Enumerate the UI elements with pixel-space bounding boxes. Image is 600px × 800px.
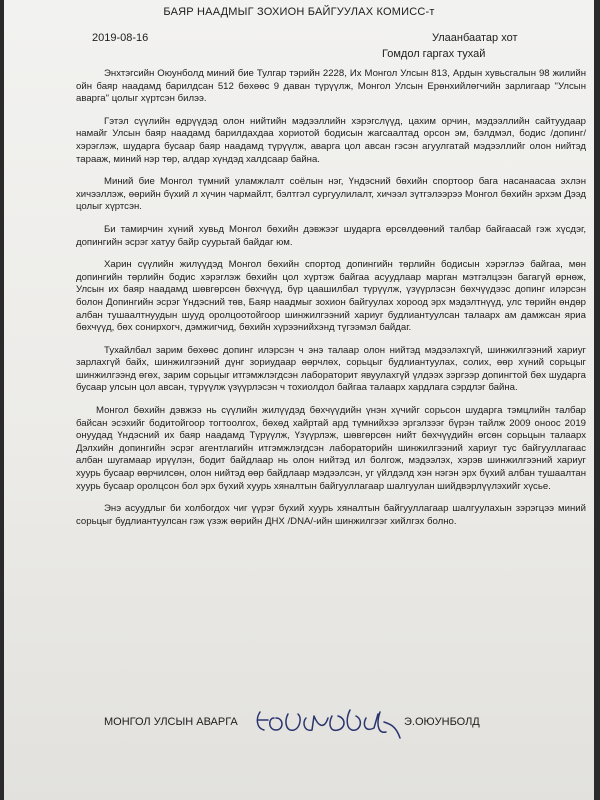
handwritten-signature — [254, 704, 404, 740]
letter-paragraph: Монгол бөхийн дэвжээ нь сүүлийн жилүүдэд бөхчүүдийн үнэн хүчийг сорьсон шударга тэмцлийн талбар байсан эсэхийг бодитойгоор тогтоолгох, бөхөд хайртай ард түмнийхээ эргэлзээг бүрэн тайлж 2009 оноос 2019 онуудад Үндэсний их баяр наадамд Түрүүлж, Үзүүрлэж, шөвгөрсөн нийт бөхчүүдийн өгсөн сорьцын талаарх Дэлхийн допингийн эсрэг агентлагийн итгэмжлэгдсэн лабораторийн шинжилгээний хариуг тус байгууллагаас албан шугамаар ирүүлэн, бодит байдлаар нь олон нийтэд ил болгож, мэдээлэх, хэрэв шинжилгээний хариуг хуурь бусаар өөрчилсөн, олон нийтэд өөр байдлаар мэдээлсэн, уг үйлдэлд хэн нэгэн эрх бүхий албан тушаалтан хуурь бусаар оролцсон бол эрх бүхий хуурь хяналтын байгууллагаар шалгуулан шийдвэрлүүлэхийг хүсье. — [76, 405, 586, 492]
letter-page — [4, 0, 594, 800]
letter-paragraph: Энэ асуудлыг би холбогдох чиг үүрэг бүхий хуурь хяналтын байгууллагаар шалгуулахын зэрэгцээ миний сорьцыг будлиантуулсан гэж үзэж өөрийн ДНХ /DNA/-ийн шинжилгээг хийлгэх болно. — [76, 503, 586, 527]
letter-paragraph: Гэтэл сүүлийн өдрүүдэд олон нийтийн мэдээллийн хэрэгслүүд, цахим орчин, мэдээллийн сайтуудаар намайг Улсын баяр наадамд барилдахдаа хориотой бодисын жагсаалтад орсон эм, бэлдмэл, бодис /допинг/ хэрэглэж, шударга бусаар баяр наадамд түрүүлж, аварга цол авсан гэсэн агуулгатай мэдээллийг олон нийтэд тарааж, миний нэр төр, алдар хүндэд халдсаар байна. — [76, 115, 586, 165]
letter-closing — [104, 710, 524, 750]
letter-body — [76, 68, 586, 538]
letter-paragraph: Би тамирчин хүний хувьд Монгол бөхийн дэвжээг шударга өрсөлдөөний талбар байгаасай гэж хүсдэг, допингийн эсрэг хатуу байр суурьтай байдаг юм. — [76, 223, 586, 248]
letter-date: 2019-08-16 — [92, 32, 149, 44]
letter-paragraph: Миний бие Монгол түмний уламжлалт соёлын нэг, Үндэсний бөхийн спортоор бага насанаасаа эхлэн хичээллэж, өөрийн бүхий л хүчин чармайлт, бэлтгэл сургуулилалт, хичээл зүтгэлээрээ Монгол бөхийн эрхэм Дээд цолыг хүртсэн. — [76, 176, 586, 213]
letter-paragraph: Тухайлбал зарим бөхөөс допинг илэрсэн ч энэ талаар олон нийтэд мэдээлэхгүй, шинжилгээний хариуг зарлахгүй байх, шинжилгээний дүнг зориудаар өөрчлөх, сорьцыг будлиантуулах, солих, өөр хүний сорьцыг шинжилгээнд өгөх, зарим сорьцыг итгэмжлэгдсэн лабораторит явуулахгүй үлдээх зэргээр допингтой бөх шударга бусаар улсын цол авсан, түрүүлж үзүүрлэсэн ч тохиолдол байгаа талаарх хардлага сэрдлэг байна. — [76, 344, 586, 394]
signatory-name: Э.ОЮУНБОЛД — [404, 716, 480, 728]
letter-addressee: БАЯР НААДМЫГ ЗОХИОН БАЙГУУЛАХ КОМИСС-т — [163, 6, 435, 18]
signatory-title: МОНГОЛ УЛСЫН АВАРГА — [104, 716, 238, 728]
letter-paragraph: Харин сүүлийн жилүүдэд Монгол бөхийн спортод допингийн төрлийн бодисын хэрэглээ байгаа, мөн допингийн төрлийн бодис хэрэглэж бөхийн цол хүртэж байгаа асуудлаар марган мэтгэлцээн багагүй өрнөж, Улсын их баяр наадамд шөвгөрсөн бөхчүүд, бүр цаашилбал түрүүлж, үзүүрлэсэн бөхчүүдээс допинг илэрсэн болон Допингийн эсрэг Үндэсний төв, Баяр наадмыг зохион байгуулах хороод эрх мэдэлтнүүд, улс төрийн өндөр албан тушаалтнуудын шууд оролцоотойгоор шинжилгээний хариуг будлиантуулсан талаарх ам дамжсан яриа бөхчүүд, бөх сонирхогч, дэмжигчид, бөхийн хүрээнийхэнд түгээмэл байдаг. — [76, 259, 586, 334]
letter-paragraph: Энхтэгсийн Оюунболд миний бие Тулгар тэрийн 2228, Их Монгол Улсын 813, Ардын хувьсгалын 98 жилийн ойн баяр наадамд барилдсан 512 бөхөөс 9 даван түрүүлж, Монгол Улсын Ерөнхийлөгчийн зарлигаар "Улсын аварга" цолыг хүртсэн билээ. — [76, 68, 586, 105]
letter-subject: Гомдол гаргах тухай — [382, 48, 486, 60]
letter-city: Улаанбаатар хот — [432, 32, 518, 44]
